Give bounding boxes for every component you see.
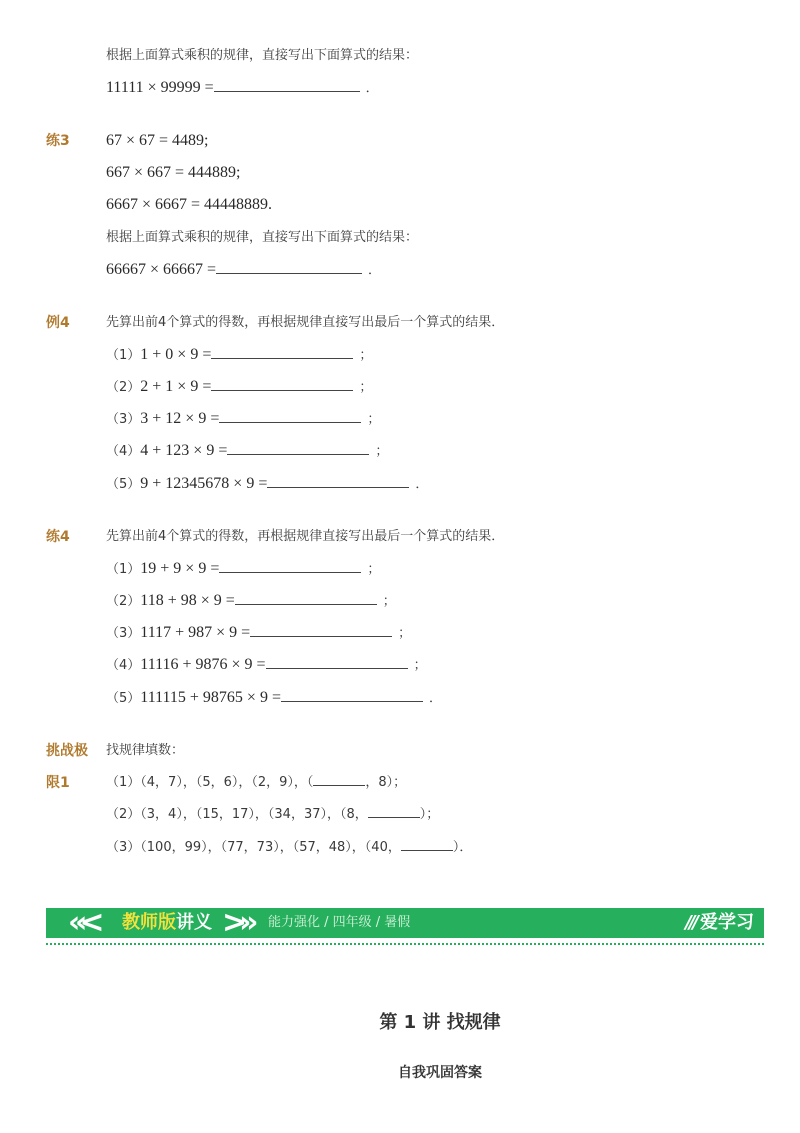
example-label: 例4 <box>46 315 70 331</box>
instruction-text: 找规律填数： <box>106 743 185 758</box>
question-item: （3）（100，99），（77，73），（57，48），（40， ）． <box>106 840 473 855</box>
answer-blank[interactable] <box>211 378 353 391</box>
answer-blank[interactable] <box>267 475 409 488</box>
answer-blank[interactable] <box>266 656 408 669</box>
challenge-label: 限1 <box>46 775 70 791</box>
answer-blank[interactable] <box>219 560 361 573</box>
chevron-right-icon: >» <box>222 905 251 940</box>
expression: 11116 + 9876 × 9 = <box>140 656 266 673</box>
answer-blank[interactable] <box>250 624 392 637</box>
answer-blank[interactable] <box>235 592 377 605</box>
expression: 19 + 9 × 9 = <box>140 560 220 577</box>
question-item: （1）1 + 0 × 9 = ； <box>106 346 373 363</box>
question-line: 11111 × 99999 = ． <box>106 79 379 96</box>
answer-blank[interactable] <box>368 805 420 818</box>
challenge-label: 挑战极 <box>46 743 88 759</box>
equation-line: 67 × 67 = 4489; <box>106 132 209 149</box>
expression: 3 + 12 × 9 = <box>140 410 220 427</box>
chevron-left-icon: «< <box>68 905 97 940</box>
exercise-label: 练4 <box>46 529 70 545</box>
expression: 1117 + 987 × 9 = <box>140 624 251 641</box>
expression: 66667 × 66667 = <box>106 261 217 278</box>
equation-line: 6667 × 6667 = 44448889. <box>106 196 273 213</box>
question-item: （1）（4，7），（5，6），（2，9），（ ，8）； <box>106 775 407 790</box>
expression: 1 + 0 × 9 = <box>140 346 212 363</box>
question-item: （1）19 + 9 × 9 = ； <box>106 560 381 577</box>
question-item: （5）9 + 12345678 × 9 = ． <box>106 475 429 492</box>
expression: 2 + 1 × 9 = <box>140 378 212 395</box>
expression: 111115 + 98765 × 9 = <box>140 689 281 706</box>
instruction-text: 根据上面算式乘积的规律，直接写出下面算式的结果： <box>106 48 419 63</box>
answer-blank[interactable] <box>214 79 360 92</box>
banner-title: 教师版讲义 <box>122 912 212 933</box>
question-item: （3）1117 + 987 × 9 = ； <box>106 624 412 641</box>
banner-divider <box>46 943 764 945</box>
question-item: （5）111115 + 98765 × 9 = ． <box>106 689 442 706</box>
question-item: （2）2 + 1 × 9 = ； <box>106 378 373 395</box>
answer-blank[interactable] <box>216 261 362 274</box>
question-item: （3）3 + 12 × 9 = ； <box>106 410 381 427</box>
expression: 11111 × 99999 = <box>106 79 214 96</box>
question-item: （2）118 + 98 × 9 = ； <box>106 592 396 609</box>
banner-subtitle: 能力强化 / 四年级 / 暑假 <box>268 915 411 930</box>
equation-line: 667 × 667 = 444889; <box>106 164 241 181</box>
section-subtitle: 自我巩固答案 <box>398 1065 482 1081</box>
instruction-text: 根据上面算式乘积的规律，直接写出下面算式的结果： <box>106 230 419 245</box>
answer-blank[interactable] <box>211 346 353 359</box>
header-banner <box>46 905 764 940</box>
question-line: 66667 × 66667 = ． <box>106 261 382 278</box>
instruction-text: 先算出前4个算式的得数，再根据规律直接写出最后一个算式的结果． <box>106 315 505 330</box>
question-item: （4）4 + 123 × 9 = ； <box>106 442 389 459</box>
logo-icon: /// <box>685 912 696 933</box>
answer-blank[interactable] <box>219 410 361 423</box>
lesson-title: 第 1 讲 找规律 <box>379 1012 501 1033</box>
answer-blank[interactable] <box>401 838 453 851</box>
expression: 9 + 12345678 × 9 = <box>140 475 268 492</box>
question-item: （2）（3，4），（15，17），（34，37），（8， ）； <box>106 807 440 822</box>
expression: 118 + 98 × 9 = <box>140 592 235 609</box>
answer-blank[interactable] <box>281 689 423 702</box>
expression: 4 + 123 × 9 = <box>140 442 228 459</box>
answer-blank[interactable] <box>313 773 365 786</box>
brand-logo: /// 爱学习 <box>685 912 754 933</box>
question-item: （4）11116 + 9876 × 9 = ； <box>106 656 427 673</box>
instruction-text: 先算出前4个算式的得数，再根据规律直接写出最后一个算式的结果． <box>106 529 505 544</box>
answer-blank[interactable] <box>227 442 369 455</box>
exercise-label: 练3 <box>46 133 70 149</box>
